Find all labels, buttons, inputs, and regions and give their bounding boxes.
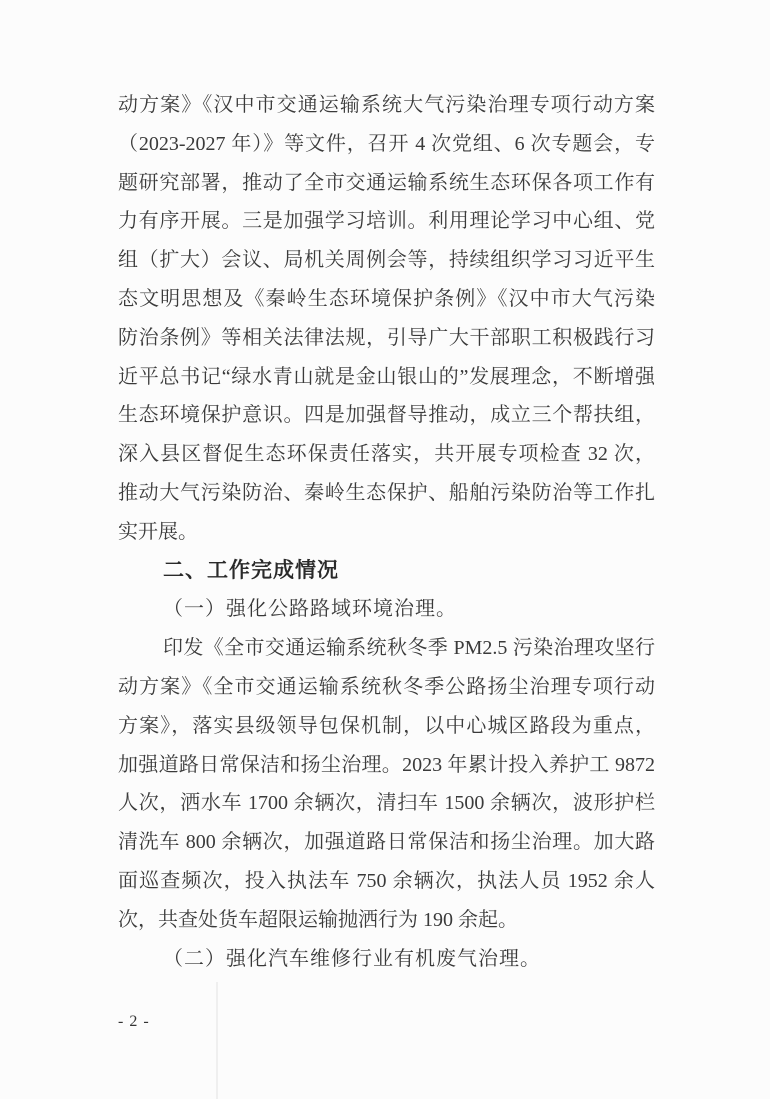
body-line: 实开展。 (118, 520, 198, 543)
page-number: - 2 - (118, 1013, 150, 1030)
subsection-heading: （一）强化公路路域环境治理。 (163, 598, 457, 621)
body-line: 动方案》《全市交通运输系统秋冬季公路扬尘治理专项行动 (118, 675, 655, 698)
body-line: 近平总书记“绿水青山就是金山银山的”发展理念，不断增强 (118, 365, 655, 388)
body-line: 印发《全市交通运输系统秋冬季 PM2.5 污染治理攻坚行 (163, 637, 655, 660)
body-line: 人次，洒水车 1700 余辆次，清扫车 1500 余辆次，波形护栏 (118, 792, 655, 815)
body-line: 清洗车 800 余辆次，加强道路日常保洁和扬尘治理。加大路 (118, 831, 655, 854)
body-line: 推动大气污染防治、秦岭生态保护、船舶污染防治等工作扎 (118, 481, 655, 504)
body-line: 方案》，落实县级领导包保机制，以中心城区路段为重点， (118, 714, 655, 737)
section-heading: 二、工作完成情况 (163, 558, 339, 582)
subsection-heading: （二）强化汽车维修行业有机废气治理。 (163, 947, 541, 970)
body-line: 加强道路日常保洁和扬尘治理。2023 年累计投入养护工 9872 (118, 753, 655, 776)
body-line: 面巡查频次，投入执法车 750 余辆次，执法人员 1952 余人 (118, 869, 655, 892)
body-line: 题研究部署，推动了全市交通运输系统生态环保各项工作有 (118, 171, 655, 194)
body-line: 态文明思想及《秦岭生态环境保护条例》《汉中市大气污染 (118, 287, 655, 310)
body-line: 防治条例》等相关法律法规，引导广大干部职工积极践行习 (118, 326, 655, 349)
body-line: 组（扩大）会议、局机关周例会等，持续组织学习习近平生 (118, 249, 655, 272)
body-line: 次，共查处货车超限运输抛洒行为 190 余起。 (118, 908, 518, 931)
body-line: 深入县区督促生态环保责任落实，共开展专项检查 32 次， (118, 443, 655, 466)
body-line: 力有序开展。三是加强学习培训。利用理论学习中心组、党 (118, 210, 655, 233)
document-body (118, 86, 655, 978)
body-line: 生态环境保护意识。四是加强督导推动，成立三个帮扶组， (118, 404, 655, 427)
body-line: （2023-2027 年）》等文件，召开 4 次党组、6 次专题会，专 (118, 132, 655, 155)
body-line: 动方案》《汉中市交通运输系统大气污染治理专项行动方案 (118, 94, 655, 116)
scan-artifact-line (216, 982, 218, 1099)
